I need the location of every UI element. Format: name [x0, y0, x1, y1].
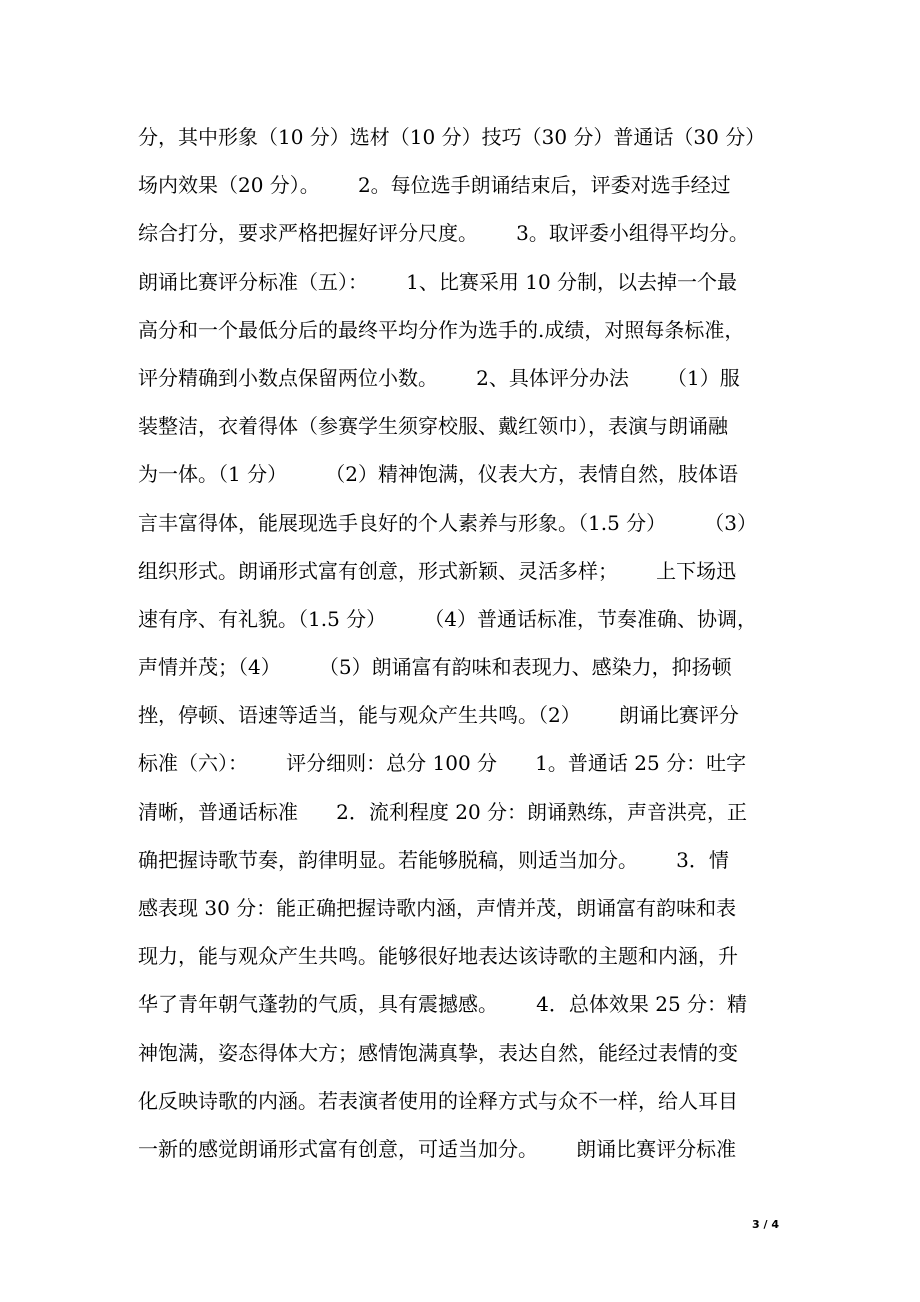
text-line: 感表现 30 分：能正确把握诗歌内涵，声情并茂，朗诵富有韵味和表	[138, 896, 737, 920]
text-line: 朗诵比赛评分标准（五）： 1、比赛采用 10 分制，以去掉一个最	[138, 269, 738, 294]
text-line: 标准（六）： 评分细则：总分 100 分 1。普通话 25 分：吐字	[138, 751, 747, 776]
text-line: 声情并茂；（4） （5）朗诵富有韵味和表现力、感染力，抑扬顿	[138, 655, 732, 680]
text-line: 现力，能与观众产生共鸣。能够很好地表达该诗歌的主题和内涵，升	[138, 944, 738, 969]
text-line: 确把握诗歌节奏，韵律明显。若能够脱稿，则适当加分。 3．情	[138, 847, 729, 872]
text-line: 挫，停顿、语速等适当，能与观众产生共鸣。（2） 朗诵比赛评分	[138, 703, 739, 728]
text-line: 综合打分，要求严格把握好评分尺度。 3。取评委小组得平均分。	[138, 221, 749, 246]
body-text	[138, 113, 800, 1173]
text-line: 高分和一个最低分后的最终平均分作为选手的.成绩，对照每条标准，	[138, 317, 745, 342]
text-line: 评分精确到小数点保留两位小数。 2、具体评分办法 （1）服	[138, 365, 740, 390]
text-line: 化反映诗歌的内涵。若表演者使用的诠释方式与众不一样，给人耳目	[138, 1088, 738, 1113]
text-line: 清晰，普通话标准 2．流利程度 20 分：朗诵熟练，声音洪亮，正	[138, 799, 748, 824]
text-line: 为一体。（1 分） （2）精神饱满，仪表大方，表情自然，肢体语	[138, 462, 738, 487]
text-line: 神饱满，姿态得体大方；感情饱满真挚，表达自然，能经过表情的变	[138, 1040, 738, 1065]
text-line: 装整洁，衣着得体（参赛学生须穿校服、戴红领巾），表演与朗诵融	[138, 414, 728, 439]
text-line: 言丰富得体，能展现选手良好的个人素养与形象。（1.5 分） （3）	[138, 510, 758, 535]
text-line: 场内效果（20 分）。 2。每位选手朗诵结束后，评委对选手经过	[138, 173, 731, 198]
page-number: 3 / 4	[752, 1218, 779, 1231]
text-line: 一新的感觉朗诵形式富有创意，可适当加分。 朗诵比赛评分标准	[138, 1136, 737, 1161]
text-line: 速有序、有礼貌。（1.5 分） （4）普通话标准，节奏准确、协调，	[138, 606, 758, 631]
text-line: 组织形式。朗诵形式富有创意，形式新颖、灵活多样； 上下场迅	[138, 558, 737, 583]
text-line: 华了青年朝气蓬勃的气质，具有震撼感。 4．总体效果 25 分：精	[138, 992, 748, 1017]
text-line: 分，其中形象（10 分）选材（10 分）技巧（30 分）普通话（30 分）	[138, 125, 766, 149]
